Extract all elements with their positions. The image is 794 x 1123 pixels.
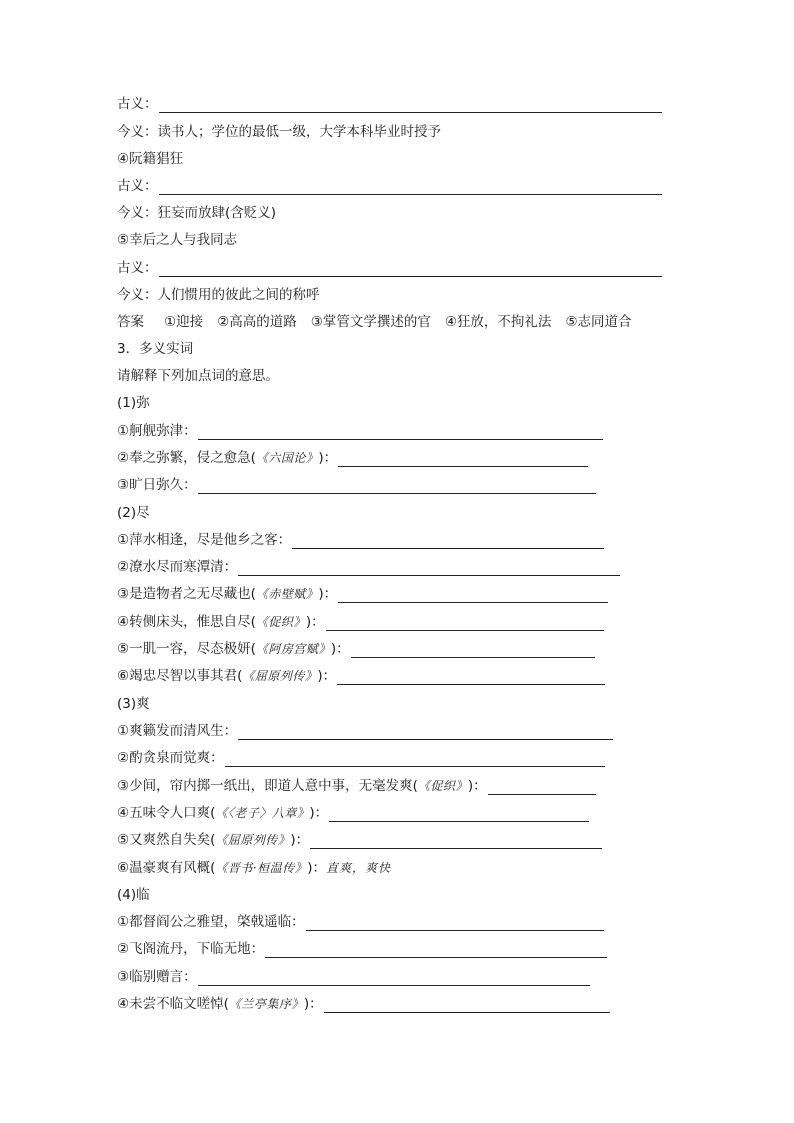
question-item: [117, 523, 604, 549]
answer-blank[interactable]: [351, 643, 595, 658]
group-title: (3)爽: [117, 696, 150, 712]
answer-blank[interactable]: [238, 725, 613, 740]
answer-item: ①迎接: [164, 314, 204, 330]
source-title: 《晋书·桓温传》: [215, 861, 308, 875]
question-text: ⑤又爽然自失矣(: [117, 832, 216, 848]
question-item: [117, 632, 595, 658]
answer-item: ④狂放，不拘礼法: [444, 314, 552, 330]
jin-yi-line-5: 今义：人们惯用的彼此之间的称呼: [117, 287, 320, 303]
source-title: 《赤壁赋》: [255, 587, 319, 601]
answer-blank[interactable]: [326, 616, 604, 631]
item-5-title: ⑤幸后之人与我同志: [117, 232, 238, 248]
gu-yi-line-3: [117, 87, 662, 113]
question-tail: )：: [467, 778, 487, 794]
question-tail: )：: [309, 805, 329, 821]
source-title: 《屈原列传》: [242, 669, 318, 683]
question-item: [117, 659, 605, 685]
group-title: (4)临: [117, 887, 150, 903]
question-item: [117, 905, 604, 931]
jin-yi-line-3: 今义：读书人；学位的最低一级，大学本科毕业时授予: [117, 124, 441, 140]
question-tail: )：: [318, 586, 338, 602]
source-title: 《促织》: [417, 779, 468, 793]
answer-blank[interactable]: [159, 180, 662, 195]
question-tail: )：: [303, 996, 323, 1012]
question-text: ①爽籁发而清风生：: [117, 723, 238, 739]
answer-line: [117, 305, 632, 331]
answer-blank[interactable]: [159, 98, 662, 113]
gu-yi-line-5: [117, 251, 662, 277]
question-text: ②酌贪泉而觉爽：: [117, 750, 224, 766]
answer-blank[interactable]: [238, 561, 620, 576]
question-text: ③临别赠言：: [117, 969, 197, 985]
item-4-title: ④阮籍猖狂: [117, 151, 184, 167]
question-tail: )：: [330, 641, 350, 657]
question-tail: )：: [317, 668, 337, 684]
question-item: [117, 550, 620, 576]
answer-blank[interactable]: [198, 971, 590, 986]
question-text: ①舸舰弥津：: [117, 423, 197, 439]
question-text: ⑤一肌一容，尽态极妍(: [117, 641, 256, 657]
question-item: [117, 932, 607, 958]
question-item: [117, 577, 608, 603]
answer-blank[interactable]: [324, 998, 610, 1013]
question-tail: )：: [318, 450, 338, 466]
question-item: [117, 796, 589, 822]
gu-yi-label: 古义：: [117, 178, 158, 194]
question-text: ④五味令人口爽(: [117, 805, 216, 821]
answer-blank[interactable]: [310, 834, 602, 849]
question-text: ②潦水尽而寒潭清：: [117, 559, 238, 575]
question-item: [117, 769, 596, 795]
question-text: ④转侧床头，惟思自尽(: [117, 614, 256, 630]
group-title: (2)尽: [117, 505, 150, 521]
answer-blank[interactable]: [306, 916, 604, 931]
gu-yi-line-4: [117, 169, 662, 195]
question-item: [117, 741, 605, 767]
question-text: ①都督阎公之雅望，棨戟遥临：: [117, 914, 305, 930]
question-text: ⑥温豪爽有风概(: [117, 860, 216, 876]
source-title: 《阿房宫赋》: [255, 642, 331, 656]
answer-blank[interactable]: [329, 807, 589, 822]
filled-answer: 直爽，爽快: [325, 861, 391, 875]
answer-blank[interactable]: [159, 262, 662, 277]
question-text: ②奉之弥繁，侵之愈急(: [117, 450, 256, 466]
question-item: [117, 960, 590, 986]
gu-yi-label: 古义：: [117, 260, 158, 276]
answer-item: ②高高的道路: [217, 314, 297, 330]
answer-item: ③掌管文学撰述的官: [310, 314, 431, 330]
question-item: [117, 414, 603, 440]
question-text: ③旷日弥久：: [117, 477, 197, 493]
group-title: (1)弥: [117, 395, 150, 411]
question-text: ③少间，帘内掷一纸出，即道人意中事，无毫发爽(: [117, 778, 418, 794]
source-title: 《〈老子〉八章》: [215, 806, 310, 820]
answer-label: 答案: [117, 314, 144, 330]
question-tail: )：: [307, 860, 326, 876]
question-item: [117, 468, 596, 494]
gu-yi-label: 古义：: [117, 96, 158, 112]
question-item: [117, 605, 604, 631]
question-text: ④未尝不临文嗟悼(: [117, 996, 229, 1012]
source-title: 《促织》: [255, 615, 306, 629]
question-text: ②飞阁流丹，下临无地：: [117, 941, 265, 957]
question-item: [117, 851, 391, 877]
answer-blank[interactable]: [488, 780, 596, 795]
question-item: [117, 823, 602, 849]
section-3-instruction: 请解释下列加点词的意思。: [117, 368, 279, 384]
answer-item: ⑤志同道合: [565, 314, 632, 330]
question-item: [117, 987, 610, 1013]
question-text: ⑥竭忠尽智以事其君(: [117, 668, 243, 684]
answer-blank[interactable]: [265, 943, 607, 958]
question-item: [117, 441, 588, 467]
question-tail: )：: [305, 614, 325, 630]
source-title: 《兰亭集序》: [228, 997, 304, 1011]
answer-blank[interactable]: [225, 752, 605, 767]
answer-blank[interactable]: [198, 479, 596, 494]
question-text: ③是造物者之无尽藏也(: [117, 586, 256, 602]
answer-blank[interactable]: [338, 452, 588, 467]
answer-blank[interactable]: [337, 670, 605, 685]
source-title: 《六国论》: [255, 451, 319, 465]
question-tail: )：: [290, 832, 310, 848]
question-text: ①萍水相逢，尽是他乡之客：: [117, 532, 292, 548]
source-title: 《屈原列传》: [215, 833, 291, 847]
section-3-heading: 3．多义实词: [117, 341, 194, 357]
question-item: [117, 714, 613, 740]
answer-blank[interactable]: [338, 588, 608, 603]
answer-blank[interactable]: [292, 534, 604, 549]
answer-blank[interactable]: [198, 425, 603, 440]
jin-yi-line-4: 今义：狂妄而放肆(含贬义): [117, 205, 277, 221]
